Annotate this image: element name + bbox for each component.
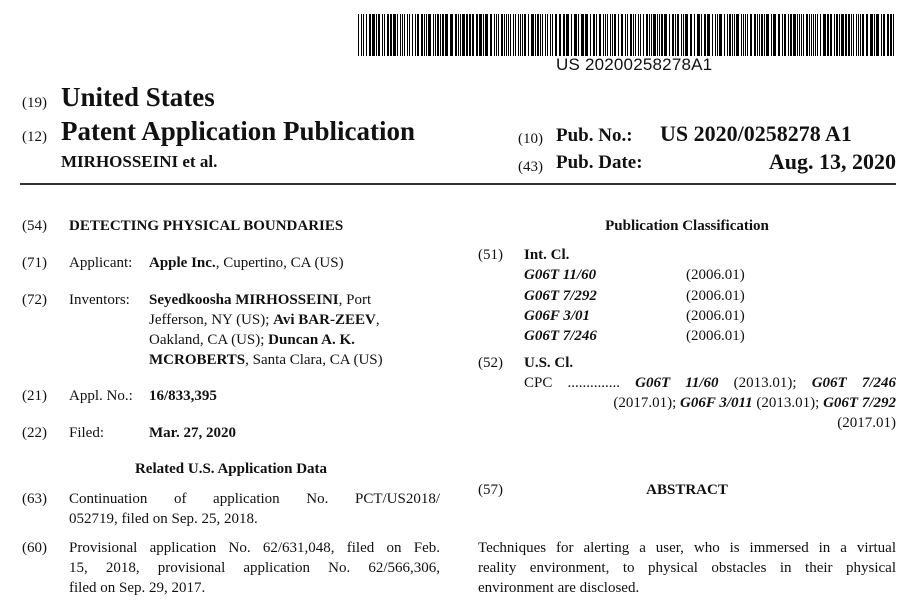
barcode-bar [799,14,800,56]
code-63: (63) [22,491,47,507]
barcode-bar [743,14,744,56]
abstract-line-3: environment are disclosed. [478,580,640,596]
barcode-bar [369,14,371,56]
barcode-bar [402,14,403,56]
barcode-bar [697,14,700,56]
barcode-bar [510,14,511,56]
barcode-bar [610,14,611,56]
barcode-bar [732,14,733,56]
int-cl-class: G06F 3/01 [524,308,590,324]
barcode-bar [813,14,814,56]
pub-date: Aug. 13, 2020 [768,149,896,174]
doc-type: Patent Application Publication [61,116,416,146]
barcode-bar [830,14,832,56]
barcode-bar [415,14,416,56]
barcode-bar [823,14,826,56]
barcode-bar [881,14,882,56]
provisional-line-2: 15, 2018, provisional application No. 62/566,306, [69,560,440,576]
barcode-bar [677,14,679,56]
barcode-bar [782,14,783,56]
barcode-bar [520,14,521,56]
barcode-bar [593,14,595,56]
appl-no-label: Appl. No.: [69,388,133,404]
barcode-bar [585,14,588,56]
barcode-bar [764,14,765,56]
barcode-bar [669,14,670,56]
barcode-bar [793,14,796,56]
barcode-bar [417,14,419,56]
code-43: (43) [518,159,543,175]
barcode-bar [649,14,650,56]
barcode-bar [672,14,674,56]
barcode-bar [578,14,579,56]
code-19: (19) [22,95,47,111]
barcode-bar [621,14,623,56]
barcode-bar [424,14,425,56]
barcode-bar [378,14,380,56]
barcode-bar [766,14,769,56]
int-cl-version: (2006.01) [686,328,745,344]
inventor-line-4: MCROBERTS, Santa Clara, CA (US) [149,352,383,368]
filed-label: Filed: [69,425,105,441]
barcode-bar [494,14,495,56]
provisional-line-1: Provisional application No. 62/631,048, filed on Feb. [69,540,440,556]
appl-no: 16/833,395 [149,388,217,404]
barcode-bar [788,14,789,56]
barcode-bar [719,14,722,56]
barcode-bar [685,14,688,56]
int-cl-version: (2006.01) [686,267,745,283]
barcode-bar [757,14,758,56]
int-cl-version: (2006.01) [686,308,745,324]
barcode-bar [545,14,546,56]
barcode-bar [820,14,821,56]
barcode-bar [552,14,553,56]
barcode-number: US 20200258278A1 [556,55,713,74]
barcode-bar [508,14,509,56]
barcode-bar [479,14,482,56]
barcode-bar [515,14,516,56]
country: United States [61,82,215,112]
inventors-short: MIRHOSSEINI et al. [61,152,218,171]
barcode-bar [797,14,798,56]
barcode-bar [614,14,616,56]
barcode-bar [542,14,543,56]
barcode-bar [501,14,503,56]
barcode-bar [741,14,742,56]
barcode-bar [815,14,816,56]
filed-date: Mar. 27, 2020 [149,425,236,441]
barcode-bar [675,14,676,56]
barcode-bar [836,14,838,56]
int-cl-class: G06T 7/246 [524,328,597,344]
barcode-bar [460,14,461,56]
barcode-bar [778,14,780,56]
barcode-bar [618,14,619,56]
barcode-bar [574,14,577,56]
barcode-bar [856,14,857,56]
abstract-heading: ABSTRACT [646,482,728,498]
barcode-bar [771,14,772,56]
barcode-bar [384,14,385,56]
barcode-bar [747,14,748,56]
barcode-bar [387,14,389,56]
barcode-bar [469,14,471,56]
barcode-bar [717,14,718,56]
barcode-bar [596,14,597,56]
barcode-bar [646,14,648,56]
barcode-bar [476,14,478,56]
barcode-bar [581,14,584,56]
barcode-bar [827,14,829,56]
inventor-line-2: Jefferson, NY (US); Avi BAR-ZEEV, [149,312,380,328]
barcode-bar [690,14,692,56]
barcode-bar [442,14,444,56]
barcode-bar [860,14,861,56]
barcode-bar [366,14,367,56]
barcode-bar [409,14,410,56]
barcode-bar [603,14,604,56]
barcode-bar [841,14,844,56]
barcode-bar [407,14,408,56]
barcode-bar [522,14,523,56]
barcode-bar [466,14,468,56]
applicant-value: Apple Inc., Cupertino, CA (US) [149,255,344,271]
barcode-bar [455,14,457,56]
barcode-bar [651,14,652,56]
barcode-bar [498,14,499,56]
barcode-bar [485,14,488,56]
invention-title: DETECTING PHYSICAL BOUNDARIES [69,218,344,234]
code-22: (22) [22,425,47,441]
barcode-bar [883,14,885,56]
code-10: (10) [518,131,543,147]
barcode-bar [372,14,375,56]
barcode-bar [715,14,716,56]
barcode-bar [537,14,539,56]
barcode-bar [659,14,660,56]
barcode [358,14,895,56]
classification-heading: Publication Classification [605,218,769,234]
barcode-bar [736,14,739,56]
barcode-bar [397,14,398,56]
barcode-bar [707,14,710,56]
inventor-line-3: Oakland, CA (US); Duncan A. K. [149,332,355,348]
barcode-bar [605,14,606,56]
barcode-bar [376,14,377,56]
barcode-bar [784,14,786,56]
barcode-bar [524,14,526,56]
pub-no: US 2020/0258278 A1 [660,121,852,146]
barcode-bar [754,14,756,56]
code-54: (54) [22,218,47,234]
barcode-bar [809,14,810,56]
inventors-label: Inventors: [69,292,130,308]
barcode-bar [450,14,453,56]
barcode-bar [866,14,868,56]
barcode-bar [566,14,569,56]
barcode-bar [390,14,392,56]
barcode-bar [811,14,812,56]
barcode-bar [483,14,484,56]
inventor-line-1: Seyedkoosha MIRHOSSEINI, Port [149,292,372,308]
barcode-bar [547,14,548,56]
barcode-bar [540,14,541,56]
barcode-bar [806,14,808,56]
barcode-bar [458,14,459,56]
abstract-line-1: Techniques for alerting a user, who is immersed in a virtual [478,540,896,556]
barcode-bar [893,14,894,56]
code-51: (51) [478,247,503,263]
int-cl-version: (2006.01) [686,288,745,304]
barcode-bar [428,14,431,56]
barcode-bar [839,14,840,56]
int-cl-class: G06T 11/60 [524,267,597,283]
barcode-bar [633,14,634,56]
barcode-bar [701,14,702,56]
barcode-bar [874,14,875,56]
code-52: (52) [478,355,503,371]
barcode-bar [661,14,663,56]
barcode-bar [404,14,405,56]
barcode-bar [630,14,632,56]
barcode-bar [681,14,682,56]
barcode-bar [559,14,561,56]
barcode-bar [472,14,474,56]
barcode-bar [382,14,383,56]
barcode-bar [518,14,519,56]
barcode-bar [361,14,362,56]
cpc-line-2: (2017.01); G06F 3/011 (2013.01); G06T 7/292 [613,395,896,411]
barcode-bar [513,14,514,56]
barcode-bar [437,14,439,56]
barcode-bar [440,14,441,56]
barcode-bar [643,14,644,56]
barcode-bar [817,14,818,56]
barcode-bar [490,14,492,56]
barcode-bar [862,14,864,56]
barcode-bar [890,14,892,56]
barcode-bar [845,14,847,56]
code-71: (71) [22,255,47,271]
barcode-bar [412,14,413,56]
barcode-bar [638,14,639,56]
barcode-bar [750,14,752,56]
int-cl-label: Int. Cl. [524,247,570,263]
barcode-bar [504,14,505,56]
barcode-bar [563,14,565,56]
barcode-bar [445,14,448,56]
barcode-bar [801,14,802,56]
barcode-bar [712,14,713,56]
barcode-bar [433,14,434,56]
code-57: (57) [478,482,503,498]
barcode-bar [625,14,626,56]
related-heading: Related U.S. Application Data [134,461,328,477]
code-12: (12) [22,129,47,145]
barcode-bar [694,14,695,56]
barcode-bar [876,14,879,56]
barcode-bar [571,14,572,56]
barcode-bar [773,14,776,56]
barcode-bar [724,14,725,56]
barcode-bar [358,14,359,56]
barcode-bar [496,14,497,56]
barcode-bar [727,14,728,56]
barcode-bar [745,14,746,56]
barcode-bar [421,14,423,56]
int-cl-class: G06T 7/292 [524,288,597,304]
barcode-bar [400,14,401,56]
barcode-bar [607,14,608,56]
barcode-bar [848,14,850,56]
us-cl-label: U.S. Cl. [524,355,574,371]
cpc-line-1: CPC .............. G06T 11/60 (2013.01); G06T 7/246 [524,375,896,391]
barcode-bar [729,14,731,56]
code-72: (72) [22,292,47,308]
barcode-bar [887,14,889,56]
barcode-bar [528,14,529,56]
barcode-bar [599,14,601,56]
barcode-bar [531,14,534,56]
barcode-bar [853,14,854,56]
pub-date-label: Pub. Date: [556,152,643,173]
barcode-bar [683,14,684,56]
barcode-bar [834,14,835,56]
barcode-bar [653,14,656,56]
barcode-bar [761,14,763,56]
barcode-bar [858,14,859,56]
barcode-bar [870,14,873,56]
barcode-bar [759,14,760,56]
barcode-bar [635,14,636,56]
barcode-bar [664,14,667,56]
provisional-line-3: filed on Sep. 29, 2017. [69,580,206,596]
barcode-bar [550,14,551,56]
barcode-bar [426,14,427,56]
continuation-line-1: Continuation of application No. PCT/US2018/ [69,491,440,507]
barcode-bar [363,14,364,56]
barcode-bar [612,14,613,56]
header-divider [20,183,896,185]
barcode-bar [640,14,641,56]
pub-no-label: Pub. No.: [556,125,633,146]
barcode-bar [393,14,396,56]
barcode-bar [803,14,804,56]
barcode-bar [506,14,507,56]
continuation-line-2: 052719, filed on Sep. 25, 2018. [69,511,258,527]
applicant-label: Applicant: [69,255,133,271]
barcode-bar [657,14,658,56]
barcode-bar [734,14,735,56]
code-21: (21) [22,388,47,404]
barcode-bar [555,14,557,56]
barcode-bar [704,14,706,56]
barcode-bar [790,14,792,56]
barcode-bar [535,14,536,56]
abstract-line-2: reality environment, to physical obstacles in their physical [478,560,896,576]
cpc-line-3: (2017.01) [837,415,896,431]
barcode-bar [627,14,628,56]
barcode-bar [851,14,852,56]
barcode-bar [462,14,465,56]
code-60: (60) [22,540,47,556]
barcode-bar [590,14,591,56]
barcode-bar [435,14,436,56]
